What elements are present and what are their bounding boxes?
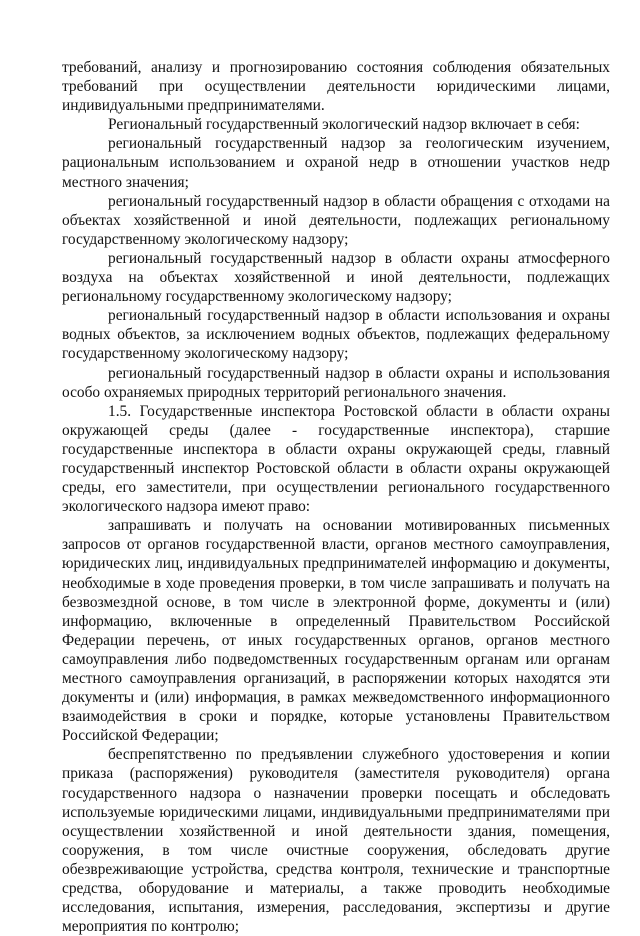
paragraph-air-supervision: региональный государственный надзор в области охраны атмосферного воздуха на объектах хозяйственной и иной деятельности, подлежащих региональному государственному экологическому надзору;	[62, 249, 610, 306]
paragraph-right-inspect: беспрепятственно по предъявлении служебного удостоверения и копии приказа (распоряжения) руководителя (заместителя руководителя) органа государственного надзора о назначении проверки посещать и обследовать используемые юридическими лицами, индивидуальными предпринимателями при осуществлении хозяйственной и иной деятельности здания, помещения, сооружения, в том числе очистные сооружения, обследовать другие обезвреживающие устройства, средства контроля, технические и транспортные средства, оборудование и материалы, а также проводить необходимые исследования, испытания, измерения, расследования, экспертизы и другие мероприятия по контролю;	[62, 746, 610, 936]
paragraph-waste-supervision: региональный государственный надзор в области обращения с отходами на объектах хозяйственной и иной деятельности, подлежащих региональному государственному экологическому надзору;	[62, 192, 610, 248]
paragraph-right-request-info: запрашивать и получать на основании мотивированных письменных запросов от органов государственной власти, органов местного самоуправления, юридических лиц, индивидуальных предпринимателей информацию и документы, необходимые в ходе проведения проверки, в том числе запрашивать и получать на безвозмездной основе, в том числе в электронной форме, документы и (или) информацию, включенные в определенный Правительством Российской Федерации перечень, от иных государственных органов, органов местного самоуправления либо подведомственных государственным органам или органам местного самоуправления организаций, в распоряжении которых находятся эти документы и (или) информация, в рамках межведомственного информационного взаимодействия в сроки и порядке, которые установлены Правительством Российской Федерации;	[62, 517, 610, 745]
paragraph-section-1-5: 1.5. Государственные инспектора Ростовской области в области охраны окружающей среды (далее - государственные инспектора), старшие государственные инспектора в области охраны окружающей среды, главный государственный инспектор Ростовской области в области охраны окружающей среды, его заместители, при осуществлении регионального государственного экологического надзора имеют право:	[62, 402, 610, 516]
paragraph-protected-areas-supervision: региональный государственный надзор в области охраны и использования особо охраняемых природных территорий регионального значения.	[62, 364, 610, 401]
paragraph-regional-eco-supervision: Региональный государственный экологический надзор включает в себя:	[108, 116, 580, 134]
paragraph-continuation: требований, анализу и прогнозированию состояния соблюдения обязательных требований при осуществлении деятельности юридическими лицами, индивидуальными предпринимателями.	[62, 59, 610, 115]
paragraph-water-supervision: региональный государственный надзор в области использования и охраны водных объектов, за исключением водных объектов, подлежащих федеральному государственному экологическому надзору;	[62, 307, 610, 363]
paragraph-subsoil-supervision: региональный государственный надзор за геологическим изучением, рациональным использованием и охраной недр в отношении участков недр местного значения;	[62, 135, 610, 191]
